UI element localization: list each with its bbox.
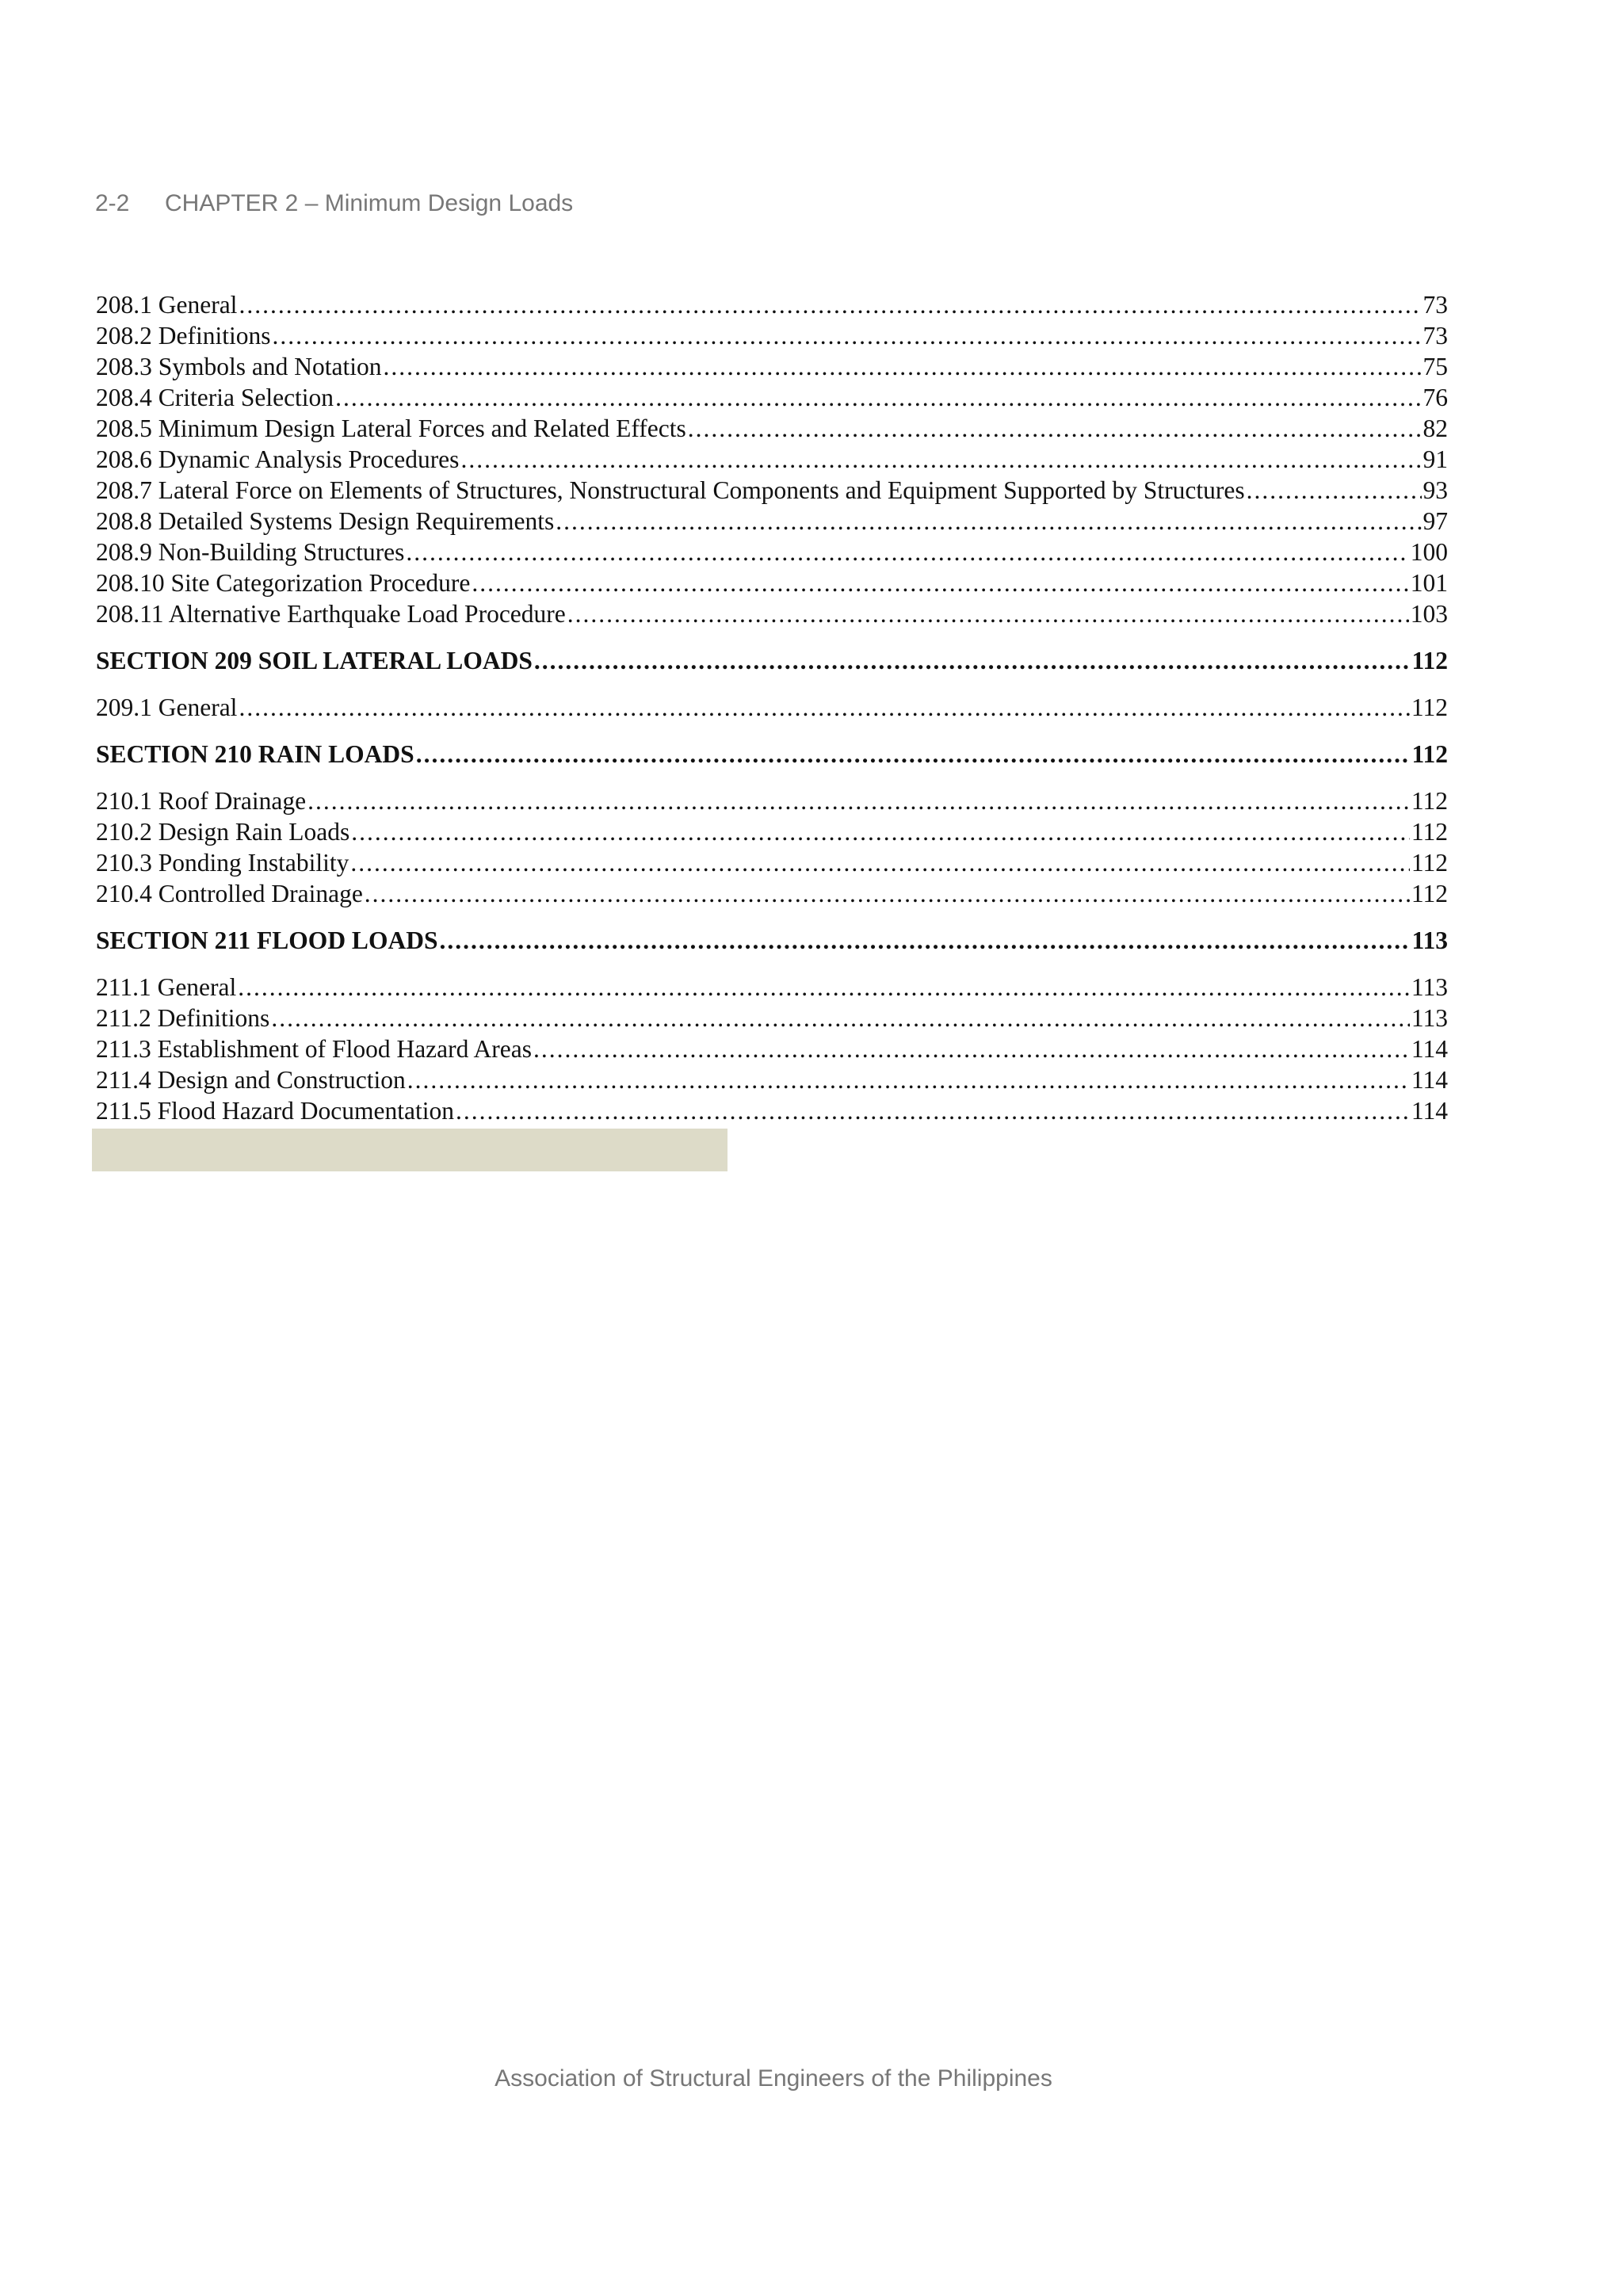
toc-entry-title: 210.2 Design Rain Loads — [96, 818, 350, 846]
toc-entry[interactable] — [96, 1095, 1448, 1126]
toc-page-number: 114 — [1411, 1035, 1448, 1063]
toc-page-number: 114 — [1411, 1097, 1448, 1125]
toc-entry-title: 211.2 Definitions — [96, 1004, 270, 1032]
dot-leader — [567, 598, 1409, 629]
toc-entry-title: 208.6 Dynamic Analysis Procedures — [96, 445, 460, 473]
toc-page-number: 103 — [1410, 600, 1448, 628]
toc-entry[interactable] — [96, 692, 1448, 723]
toc-entry[interactable] — [96, 444, 1448, 475]
toc-page-number: 112 — [1411, 818, 1448, 846]
toc-entry[interactable] — [96, 598, 1448, 629]
dot-leader — [350, 847, 1410, 878]
toc-page-number: 91 — [1423, 445, 1448, 473]
toc-entry[interactable] — [96, 289, 1448, 320]
toc-entry-title: 208.10 Site Categorization Procedure — [96, 569, 471, 597]
toc-page-number: 112 — [1411, 647, 1448, 674]
toc-entry-title: 208.1 General — [96, 291, 238, 319]
table-of-contents — [96, 289, 1448, 1126]
dot-leader — [688, 413, 1422, 444]
toc-page-number: 112 — [1411, 880, 1448, 907]
toc-section-heading[interactable] — [96, 925, 1448, 956]
toc-page-number: 113 — [1411, 1004, 1448, 1032]
toc-entry[interactable] — [96, 1003, 1448, 1033]
dot-leader — [406, 537, 1408, 567]
toc-entry[interactable] — [96, 847, 1448, 878]
toc-entry-title: SECTION 209 SOIL LATERAL LOADS — [96, 647, 533, 674]
toc-entry[interactable] — [96, 1033, 1448, 1064]
toc-page-number: 112 — [1411, 849, 1448, 877]
dot-leader — [534, 645, 1411, 676]
toc-page-number: 114 — [1411, 1066, 1448, 1094]
toc-page-number: 112 — [1411, 693, 1448, 721]
toc-entry[interactable] — [96, 537, 1448, 567]
dot-leader — [1247, 475, 1422, 506]
toc-page-number: 82 — [1423, 415, 1448, 442]
dot-leader — [238, 972, 1410, 1003]
toc-page-number: 76 — [1423, 384, 1448, 411]
toc-entry-title: 211.4 Design and Construction — [96, 1066, 406, 1094]
dot-leader — [556, 506, 1421, 537]
toc-entry-title: 211.1 General — [96, 973, 237, 1001]
toc-page-number: 73 — [1423, 291, 1448, 319]
dot-leader — [416, 739, 1411, 770]
highlight-bar — [92, 1129, 727, 1171]
toc-entry[interactable] — [96, 816, 1448, 847]
dot-leader — [239, 692, 1409, 723]
toc-page-number: 112 — [1411, 740, 1448, 768]
toc-entry[interactable] — [96, 567, 1448, 598]
toc-entry-title: 210.1 Roof Drainage — [96, 787, 307, 815]
toc-entry-title: 208.9 Non-Building Structures — [96, 538, 405, 566]
dot-leader — [460, 444, 1421, 475]
toc-page-number: 93 — [1423, 476, 1448, 504]
toc-entry[interactable] — [96, 878, 1448, 909]
toc-entry-title: 208.3 Symbols and Notation — [96, 353, 382, 380]
toc-page-number: 73 — [1423, 322, 1448, 350]
dot-leader — [533, 1033, 1410, 1064]
dot-leader — [472, 567, 1408, 598]
toc-entry-title: 210.3 Ponding Instability — [96, 849, 349, 877]
toc-entry[interactable] — [96, 413, 1448, 444]
toc-entry-title: 210.4 Controlled Drainage — [96, 880, 363, 907]
dot-leader — [456, 1095, 1410, 1126]
dot-leader — [307, 785, 1410, 816]
toc-page-number: 100 — [1410, 538, 1448, 566]
toc-entry-title: 211.3 Establishment of Flood Hazard Areas — [96, 1035, 532, 1063]
toc-entry-title: SECTION 211 FLOOD LOADS — [96, 926, 438, 954]
toc-entry[interactable] — [96, 506, 1448, 537]
toc-page-number: 112 — [1411, 787, 1448, 815]
toc-entry[interactable] — [96, 351, 1448, 382]
running-header — [95, 190, 573, 217]
toc-entry-title: 208.5 Minimum Design Lateral Forces and Related Effects — [96, 415, 686, 442]
toc-entry[interactable] — [96, 785, 1448, 816]
toc-entry[interactable] — [96, 475, 1448, 506]
toc-entry-title: 208.8 Detailed Systems Design Requirements — [96, 507, 555, 535]
dot-leader — [407, 1064, 1410, 1095]
dot-leader — [273, 320, 1422, 351]
toc-entry-title: 208.4 Criteria Selection — [96, 384, 334, 411]
toc-entry-title: 209.1 General — [96, 693, 238, 721]
toc-page-number: 113 — [1411, 926, 1448, 954]
dot-leader — [335, 382, 1421, 413]
toc-section-heading[interactable] — [96, 739, 1448, 770]
dot-leader — [365, 878, 1410, 909]
dot-leader — [384, 351, 1422, 382]
toc-entry-title: 208.7 Lateral Force on Elements of Structures, Nonstructural Components and Equipment Supported by Structures — [96, 476, 1245, 504]
toc-page-number: 101 — [1410, 569, 1448, 597]
dot-leader — [271, 1003, 1410, 1033]
chapter-title: CHAPTER 2 – Minimum Design Loads — [165, 190, 574, 216]
toc-page-number: 97 — [1423, 507, 1448, 535]
toc-entry-title: 211.5 Flood Hazard Documentation — [96, 1097, 454, 1125]
toc-page-number: 113 — [1411, 973, 1448, 1001]
dot-leader — [439, 925, 1410, 956]
toc-entry[interactable] — [96, 1064, 1448, 1095]
toc-entry-title: 208.2 Definitions — [96, 322, 271, 350]
toc-entry-title: SECTION 210 RAIN LOADS — [96, 740, 414, 768]
toc-entry[interactable] — [96, 320, 1448, 351]
toc-entry[interactable] — [96, 382, 1448, 413]
toc-page-number: 75 — [1423, 353, 1448, 380]
toc-entry[interactable] — [96, 972, 1448, 1003]
dot-leader — [239, 289, 1421, 320]
page-number: 2-2 — [95, 190, 130, 216]
dot-leader — [351, 816, 1410, 847]
toc-section-heading[interactable] — [96, 645, 1448, 676]
page-footer: Association of Structural Engineers of the Philippines — [495, 2065, 1052, 2092]
toc-entry-title: 208.11 Alternative Earthquake Load Procedure — [96, 600, 566, 628]
